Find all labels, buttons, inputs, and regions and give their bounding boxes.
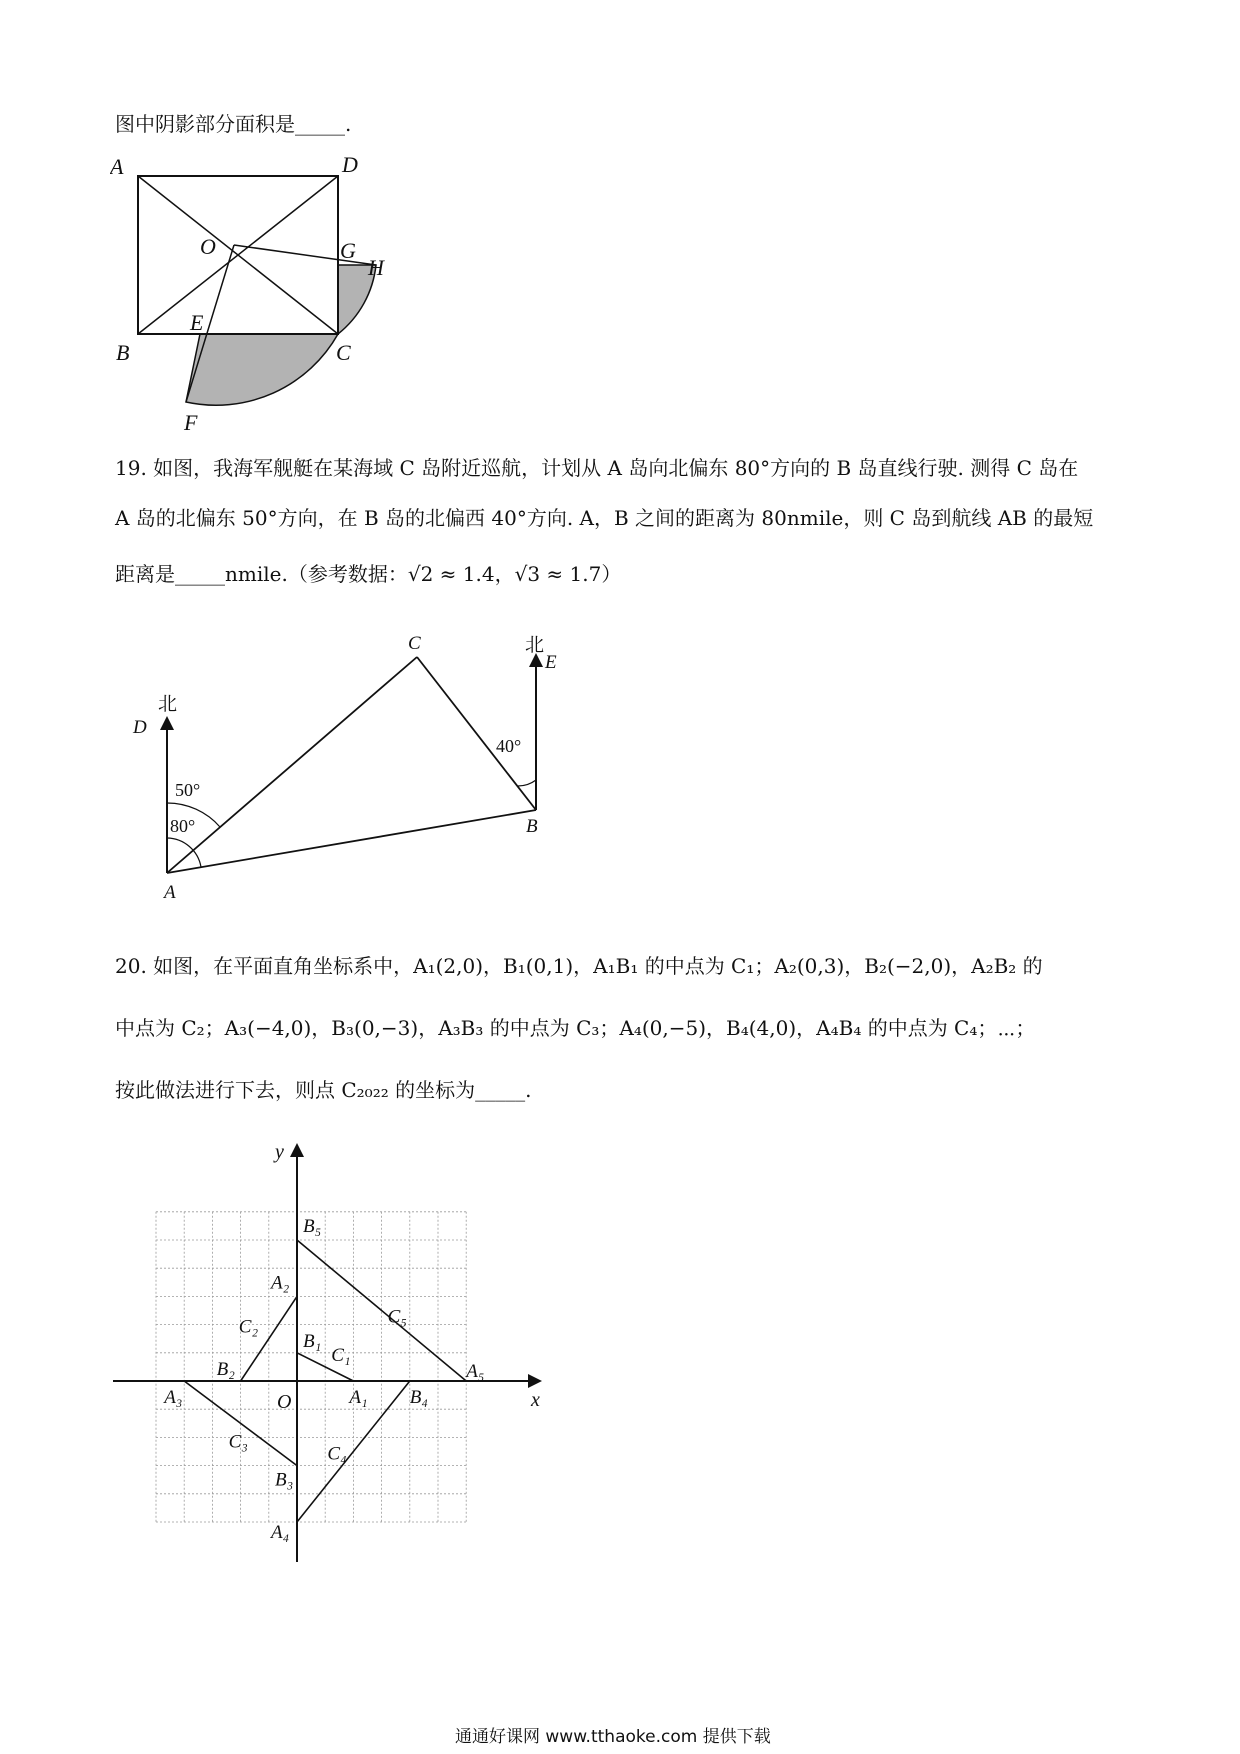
footer-text: 通通好课网 www.tthaoke.com 提供下载 [455,1727,771,1747]
q18-text: 图中阴影部分面积是_____. [115,112,352,136]
q19-line1: 19. 如图，我海军舰艇在某海域 C 岛附近巡航，计划从 A 岛向北偏东 80°方向的 B 岛直线行驶. 测得 C 岛在 [115,456,1079,480]
q20-line1: 20. 如图，在平面直角坐标系中，A₁(2,0)，B₁(0,1)，A₁B₁ 的中点为 C₁；A₂(0,3)，B₂(−2,0)，A₂B₂ 的 [115,954,1043,978]
point-label-C₅: C₅ [387,1306,407,1328]
label-H: H [368,255,384,280]
q19-line3: 距离是_____nmile.（参考数据：√2 ≈ 1.4，√3 ≈ 1.7） [115,562,622,586]
point-label-B₁: B₁ [303,1330,322,1352]
origin-label: O [277,1391,292,1413]
label-B: B [116,340,130,365]
segment-CB [417,657,536,810]
angle-arc-40 [518,780,536,786]
point-label-B₅: B₅ [303,1216,322,1237]
point-label-A₄: A₄ [271,1522,290,1543]
point-label-C₃: C₃ [228,1431,248,1453]
label-O: O [200,234,216,259]
label-E: E [190,310,204,335]
label-F: F [184,410,198,435]
shaded-region-bottom [186,334,338,405]
point-label-A₂: A₂ [271,1272,290,1294]
label-80: 80° [170,816,196,836]
label-north-B: 北 [525,635,545,656]
point-label-B₂: B₂ [216,1359,235,1380]
figure-coordinate-grid [105,1130,555,1570]
point-label-C₁: C₁ [331,1344,351,1366]
segment-AC [167,657,417,873]
label-A: A [164,882,176,903]
point-label-A₃: A₃ [164,1387,183,1408]
label-B: B [526,816,538,837]
point-label-A₅: A₅ [466,1361,485,1382]
label-C: C [336,340,351,365]
point-label-B₃: B₃ [275,1469,294,1491]
angle-arc-80 [167,838,201,867]
label-D: D [342,152,358,177]
label-A: A [110,154,124,179]
q20-line2: 中点为 C₂；A₃(−4,0)，B₃(0,−3)，A₃B₃ 的中点为 C₃；A₄(0,−5)，B₄(4,0)，A₄B₄ 的中点为 C₄；⋯； [115,1016,1036,1040]
q19-line2: A 岛的北偏东 50°方向，在 B 岛的北偏西 40°方向. A，B 之间的距离为 80nmile，则 C 岛到航线 AB 的最短 [115,506,1094,530]
point-label-A₁: A₁ [349,1387,368,1408]
q20-line3: 按此做法进行下去，则点 C₂₀₂₂ 的坐标为_____. [115,1078,532,1102]
point-label-C₄: C₄ [327,1443,347,1465]
grid-lines [156,1212,466,1522]
label-G: G [340,238,356,263]
point-label-C₂: C₂ [238,1316,259,1338]
segment-AB [167,810,536,873]
x-axis-label: x [531,1389,540,1411]
figure-navigation [120,620,580,910]
label-40: 40° [496,736,522,756]
label-E: E [545,652,557,673]
point-label-B₄: B₄ [409,1387,429,1408]
label-50: 50° [175,780,201,800]
label-C: C [408,633,421,654]
label-D: D [133,717,147,738]
label-north-A: 北 [158,694,178,715]
y-axis-label: y [275,1141,284,1163]
figure-square-rotation [110,150,430,440]
